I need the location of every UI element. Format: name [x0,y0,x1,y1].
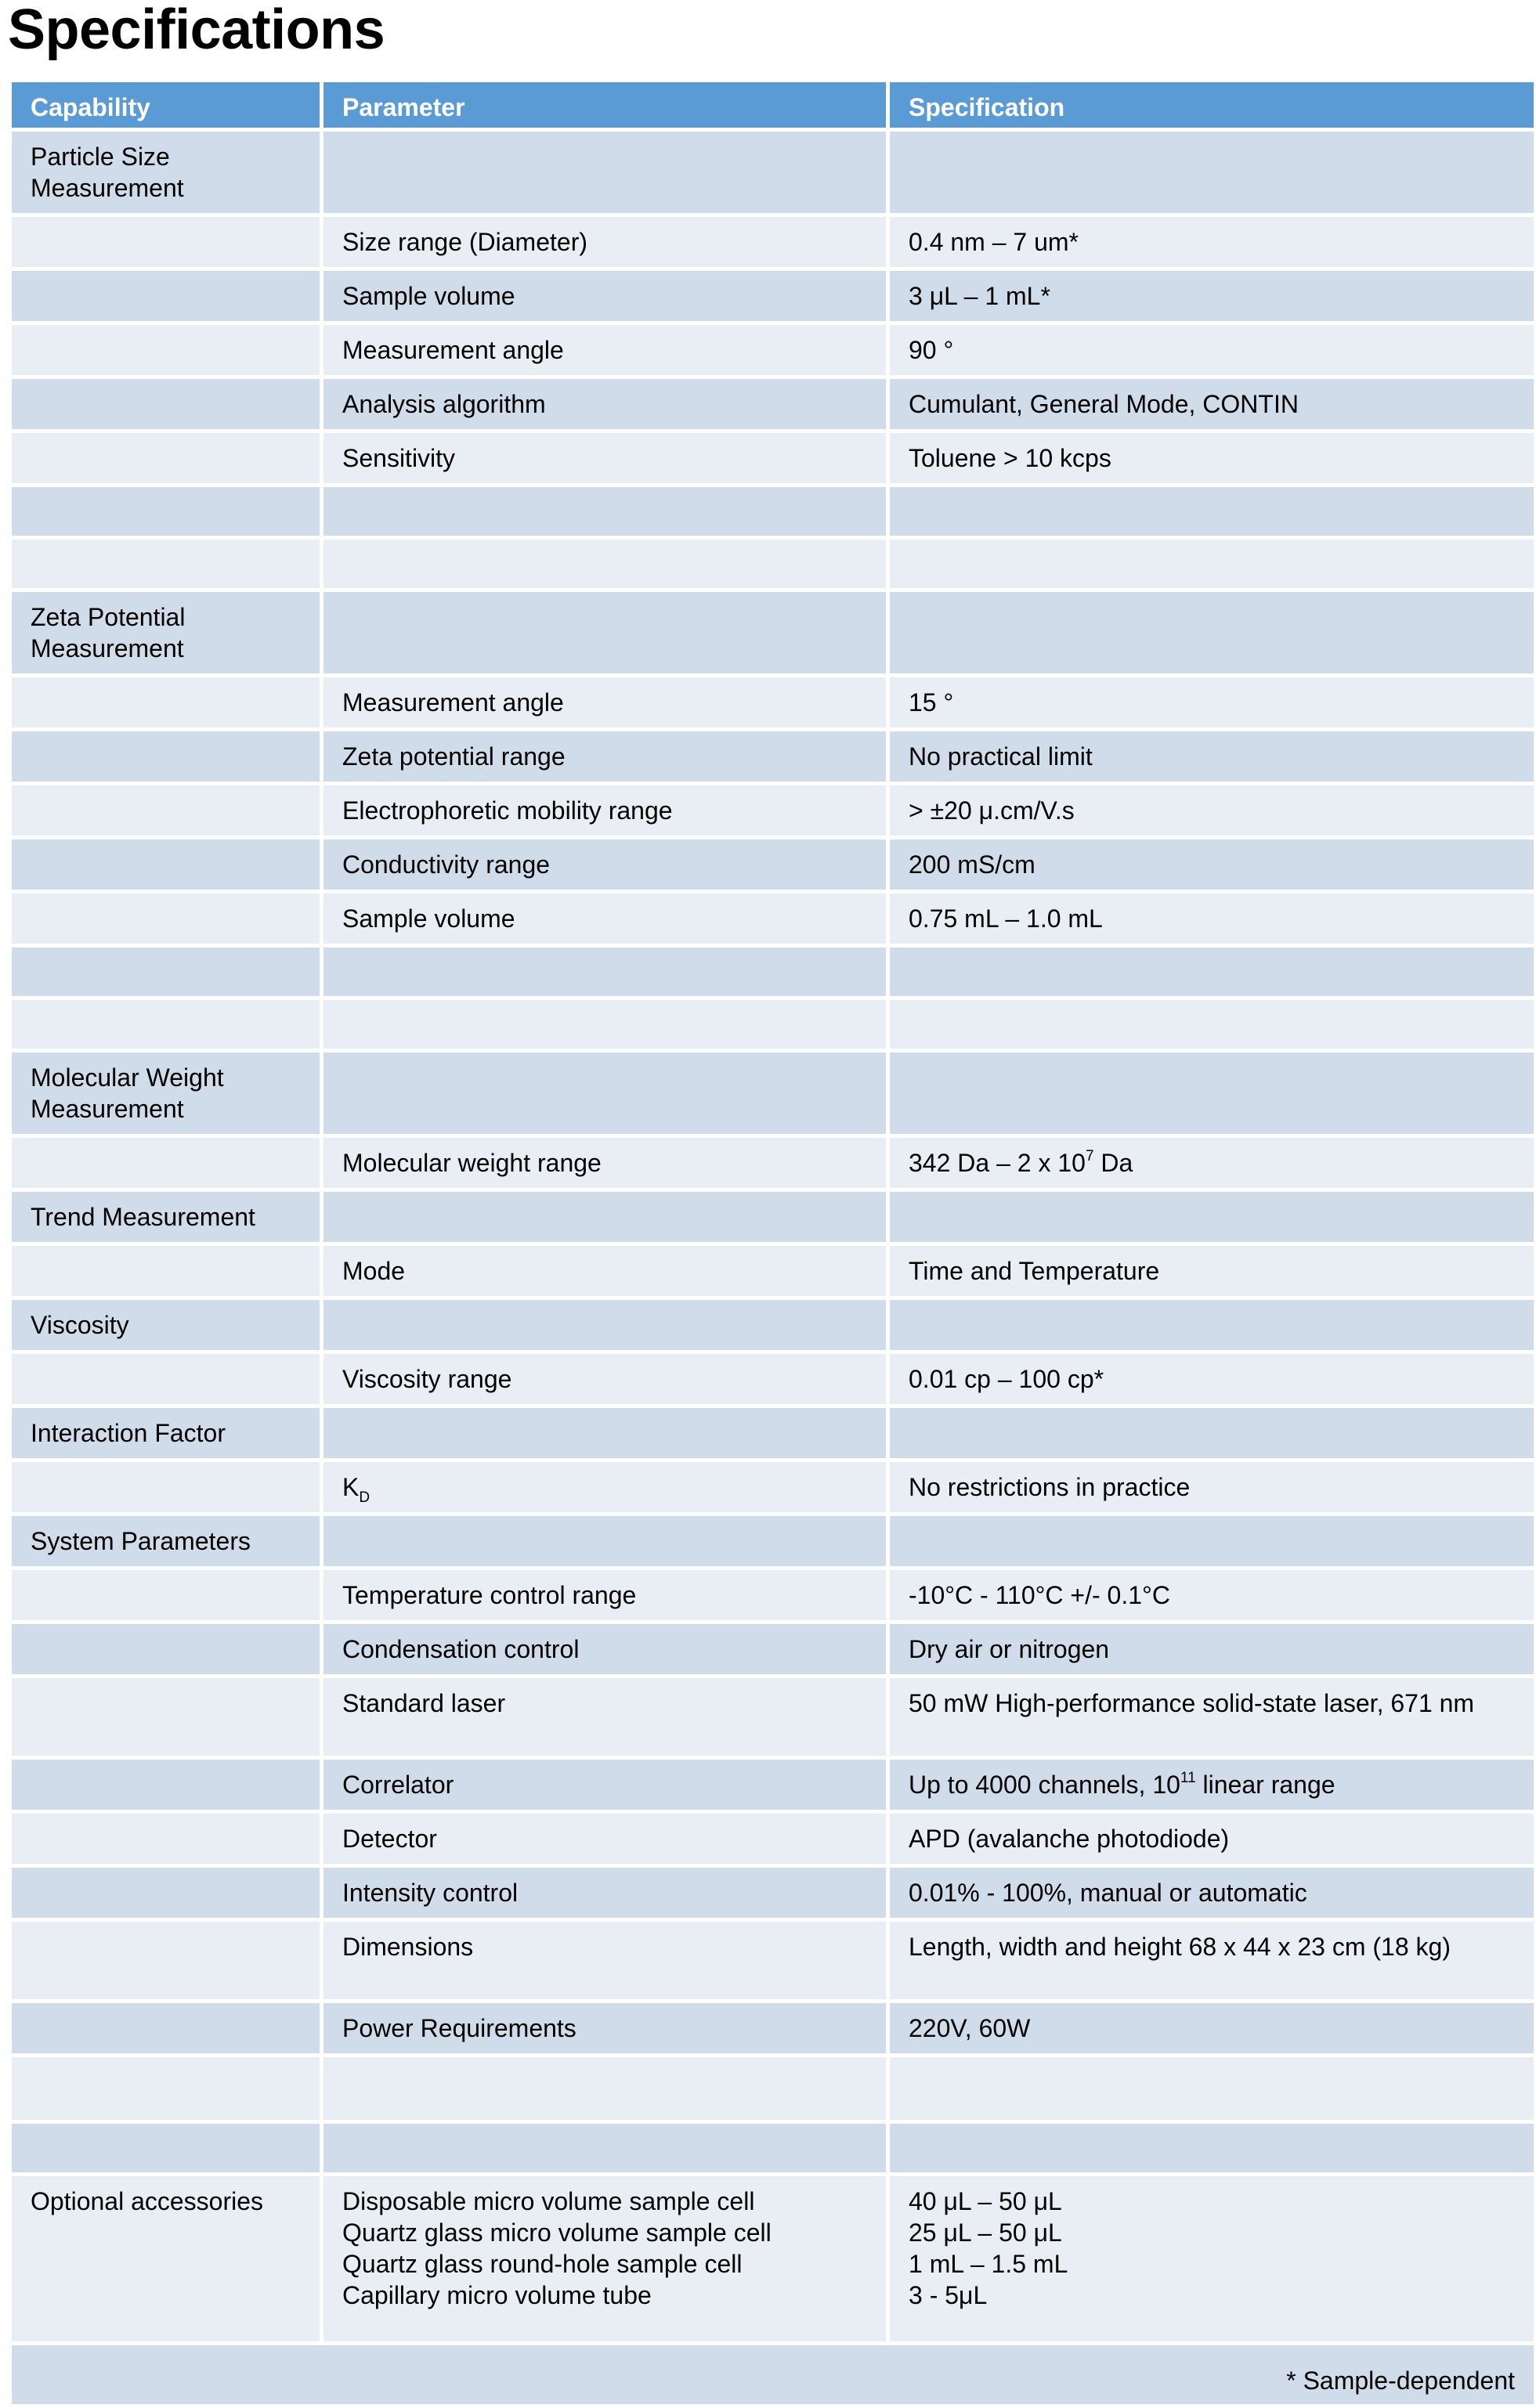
accessory-spec: 40 μL – 50 μL [909,2187,1062,2215]
empty-row [10,2056,1536,2122]
spec-cell: 220V, 60W [888,2002,1536,2056]
spec-cell: -10°C - 110°C +/- 0.1°C [888,1569,1536,1623]
spec-cell [888,1758,1536,1812]
table-row [10,1244,1536,1298]
capability-cell [10,1569,322,1623]
parameter-cell: Viscosity range [322,1352,888,1406]
parameter-cell: Power Requirements [322,2002,888,2056]
spec-prefix: 342 Da – 2 x 10 [909,1149,1086,1177]
capability-cell: System Parameters [10,1514,322,1569]
table-row [10,1352,1536,1406]
capability-cell [10,1758,322,1812]
parameter-cell: Dimensions [322,1920,888,2002]
capability-cell [10,1812,322,1866]
accessory-name: Quartz glass micro volume sample cell [342,2218,772,2247]
header-parameter: Parameter [322,81,888,130]
capability-cell [10,1866,322,1920]
spec-suffix: Da [1093,1149,1133,1177]
accessory-spec: 25 μL – 50 μL [909,2218,1062,2247]
spec-cell: Time and Temperature [888,1244,1536,1298]
accessory-spec: 1 mL – 1.5 mL [909,2250,1068,2278]
spec-cell [888,1190,1536,1244]
spec-cell [888,1298,1536,1352]
parameter-cell [322,1190,888,1244]
table-row [10,1514,1536,1569]
parameter-cell: Sample volume [322,269,888,323]
spec-cell [888,1136,1536,1190]
accessory-name: Disposable micro volume sample cell [342,2187,755,2215]
parameter-cell [322,1514,888,1569]
header-capability: Capability [10,81,322,130]
table-row [10,215,1536,269]
empty-row [10,998,1536,1051]
parameter-cell: Standard laser [322,1677,888,1758]
capability-cell: Zeta Potential Measurement [10,590,322,676]
table-row [10,838,1536,892]
table-row [10,130,1536,215]
spec-exponent: 11 [1180,1770,1196,1786]
table-row [10,730,1536,784]
footnote-row [10,2344,1536,2406]
table-row [10,377,1536,431]
header-row [10,81,1536,130]
spec-cell: Cumulant, General Mode, CONTIN [888,377,1536,431]
parameter-cell: Size range (Diameter) [322,215,888,269]
parameter-cell [322,2175,888,2344]
parameter-cell: Detector [322,1812,888,1866]
spec-cell: 0.75 mL – 1.0 mL [888,892,1536,946]
empty-row [10,538,1536,590]
footnote: * Sample-dependent [10,2344,1536,2406]
parameter-cell: Molecular weight range [322,1136,888,1190]
parameter-cell [322,1298,888,1352]
capability-cell: Viscosity [10,1298,322,1352]
capability-cell [10,1677,322,1758]
capability-cell: Particle Size Measurement [10,130,322,215]
accessory-spec: 3 - 5μL [909,2281,988,2309]
parameter-cell: Temperature control range [322,1569,888,1623]
specifications-table [8,78,1536,2408]
table-row [10,676,1536,730]
capability-cell [10,892,322,946]
spec-cell: APD (avalanche photodiode) [888,1812,1536,1866]
capability-cell [10,1920,322,2002]
spec-cell: 50 mW High-performance solid-state laser, 671 nm [888,1677,1536,1758]
spec-cell [888,1051,1536,1136]
capability-cell [10,1244,322,1298]
spec-cell: 200 mS/cm [888,838,1536,892]
spec-cell [888,2175,1536,2344]
capability-cell: Optional accessories [10,2175,322,2344]
empty-row [10,946,1536,998]
accessory-name: Quartz glass round-hole sample cell [342,2250,743,2278]
table-row [10,1677,1536,1758]
table-row [10,892,1536,946]
spec-exponent: 7 [1085,1148,1094,1164]
table-row [10,2002,1536,2056]
table-row [10,2175,1536,2344]
header-specification: Specification [888,81,1536,130]
spec-cell: 0.01% - 100%, manual or automatic [888,1866,1536,1920]
parameter-cell: Zeta potential range [322,730,888,784]
table-row [10,1298,1536,1352]
table-row [10,1406,1536,1460]
spec-cell: No practical limit [888,730,1536,784]
capability-cell [10,323,322,377]
capability-cell [10,838,322,892]
capability-cell [10,377,322,431]
table-row [10,1460,1536,1514]
spec-cell: 0.4 nm – 7 um* [888,215,1536,269]
capability-cell [10,1352,322,1406]
capability-cell [10,269,322,323]
table-row [10,1866,1536,1920]
table-row [10,1051,1536,1136]
spec-cell: Toluene > 10 kcps [888,431,1536,486]
param-base: K [342,1473,360,1501]
capability-cell [10,2002,322,2056]
table-row [10,590,1536,676]
spec-cell: 0.01 cp – 100 cp* [888,1352,1536,1406]
table-row [10,1623,1536,1677]
table-row [10,784,1536,838]
spec-cell: 15 ° [888,676,1536,730]
table-row [10,1136,1536,1190]
capability-cell [10,1136,322,1190]
capability-cell [10,1623,322,1677]
page-title: Specifications [8,0,385,61]
capability-cell [10,1460,322,1514]
parameter-cell: Electrophoretic mobility range [322,784,888,838]
parameter-cell: Correlator [322,1758,888,1812]
capability-cell: Molecular Weight Measurement [10,1051,322,1136]
parameter-cell: Intensity control [322,1866,888,1920]
parameter-cell [322,1051,888,1136]
spec-cell: No restrictions in practice [888,1460,1536,1514]
parameter-cell: Sample volume [322,892,888,946]
parameter-cell: Measurement angle [322,323,888,377]
parameter-cell: Sensitivity [322,431,888,486]
parameter-cell: Conductivity range [322,838,888,892]
spec-cell [888,130,1536,215]
accessory-name: Capillary micro volume tube [342,2281,652,2309]
parameter-cell: Mode [322,1244,888,1298]
empty-row [10,2122,1536,2175]
table-row [10,1920,1536,2002]
spec-cell [888,590,1536,676]
spec-prefix: Up to 4000 channels, 10 [909,1771,1180,1799]
parameter-cell [322,590,888,676]
parameter-cell: Measurement angle [322,676,888,730]
empty-row [10,486,1536,538]
table-row [10,1569,1536,1623]
spec-cell [888,1406,1536,1460]
parameter-cell: Analysis algorithm [322,377,888,431]
table-row [10,269,1536,323]
capability-cell: Interaction Factor [10,1406,322,1460]
table-row [10,431,1536,486]
spec-cell: 90 ° [888,323,1536,377]
capability-cell: Trend Measurement [10,1190,322,1244]
capability-cell [10,676,322,730]
spec-cell [888,1514,1536,1569]
table-row [10,1190,1536,1244]
capability-cell [10,784,322,838]
spec-cell: Dry air or nitrogen [888,1623,1536,1677]
parameter-cell [322,1460,888,1514]
spec-suffix: linear range [1195,1771,1335,1799]
capability-cell [10,730,322,784]
param-subscript: D [359,1489,370,1506]
spec-cell: Length, width and height 68 x 44 x 23 cm (18 kg) [888,1920,1536,2002]
capability-cell [10,431,322,486]
table-row [10,323,1536,377]
parameter-cell: Condensation control [322,1623,888,1677]
parameter-cell [322,130,888,215]
table-row [10,1758,1536,1812]
parameter-cell [322,1406,888,1460]
spec-cell: 3 μL – 1 mL* [888,269,1536,323]
spec-cell: > ±20 μ.cm/V.s [888,784,1536,838]
capability-cell [10,215,322,269]
table-row [10,1812,1536,1866]
